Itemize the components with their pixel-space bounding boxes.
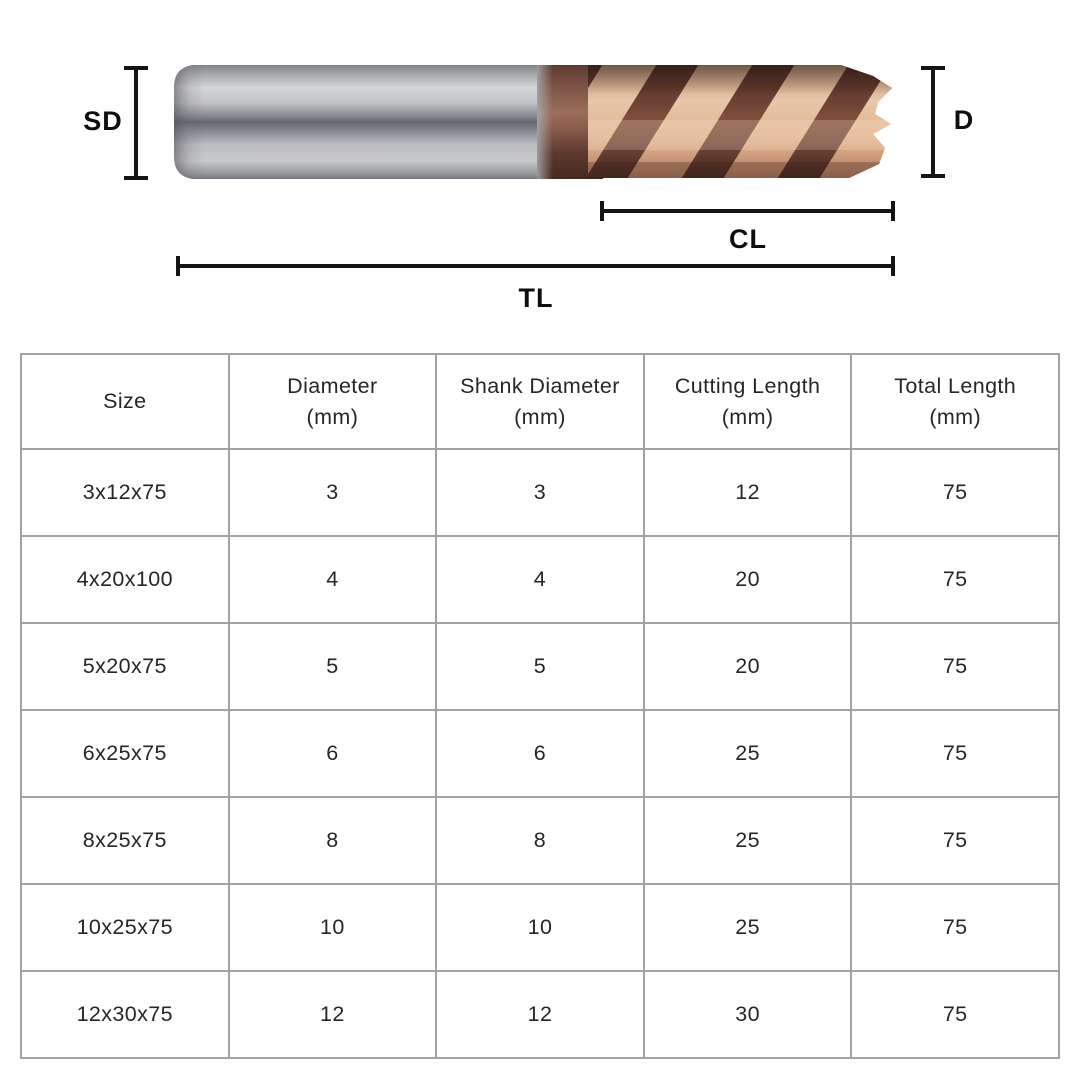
shank-diameter-label: SD bbox=[83, 106, 123, 136]
table-cell: 75 bbox=[851, 623, 1059, 710]
table-cell: 75 bbox=[851, 797, 1059, 884]
table-cell: 12 bbox=[436, 971, 644, 1058]
table-body bbox=[21, 449, 1059, 1058]
diameter-dimension-line bbox=[931, 66, 935, 178]
table-cell: 20 bbox=[644, 536, 852, 623]
table-cell: 3x12x75 bbox=[21, 449, 229, 536]
table-cell: 75 bbox=[851, 536, 1059, 623]
table-cell: 8 bbox=[436, 797, 644, 884]
table-cell: 4 bbox=[229, 536, 437, 623]
dimension-tick bbox=[891, 256, 895, 276]
cutting-length-dimension-line bbox=[600, 209, 895, 213]
table-cell: 5 bbox=[229, 623, 437, 710]
header-row bbox=[21, 354, 1059, 449]
column-header: Size bbox=[21, 354, 229, 449]
table-cell: 12 bbox=[644, 449, 852, 536]
column-header: Diameter (mm) bbox=[229, 354, 437, 449]
table-cell: 6x25x75 bbox=[21, 710, 229, 797]
table-cell: 25 bbox=[644, 797, 852, 884]
table-cell: 20 bbox=[644, 623, 852, 710]
table-row bbox=[21, 536, 1059, 623]
endmill-shank bbox=[174, 65, 539, 179]
column-header: Total Length (mm) bbox=[851, 354, 1059, 449]
dimension-tick bbox=[600, 201, 604, 221]
table-cell: 8 bbox=[229, 797, 437, 884]
dimension-tick bbox=[921, 66, 945, 70]
table-cell: 4x20x100 bbox=[21, 536, 229, 623]
table-cell: 3 bbox=[229, 449, 437, 536]
table-cell: 75 bbox=[851, 884, 1059, 971]
total-length-dimension-line bbox=[176, 264, 895, 268]
table-cell: 12 bbox=[229, 971, 437, 1058]
table-row bbox=[21, 449, 1059, 536]
table-cell: 12x30x75 bbox=[21, 971, 229, 1058]
table-cell: 4 bbox=[436, 536, 644, 623]
shank-diameter-dimension-line bbox=[134, 66, 138, 180]
table-cell: 75 bbox=[851, 710, 1059, 797]
size-table bbox=[20, 353, 1060, 1059]
total-length-label: TL bbox=[518, 283, 554, 313]
table-row bbox=[21, 710, 1059, 797]
column-header: Cutting Length (mm) bbox=[644, 354, 852, 449]
table-row bbox=[21, 884, 1059, 971]
table-row bbox=[21, 623, 1059, 710]
table-row bbox=[21, 797, 1059, 884]
column-header: Shank Diameter (mm) bbox=[436, 354, 644, 449]
dimension-tick bbox=[176, 256, 180, 276]
table-cell: 10x25x75 bbox=[21, 884, 229, 971]
endmill-shank-end-shading bbox=[174, 65, 205, 179]
dimension-tick bbox=[124, 66, 148, 70]
table-cell: 6 bbox=[436, 710, 644, 797]
table-cell: 30 bbox=[644, 971, 852, 1058]
endmill-illustration bbox=[173, 64, 895, 180]
dimension-tick bbox=[124, 176, 148, 180]
table-cell: 5x20x75 bbox=[21, 623, 229, 710]
table-row bbox=[21, 971, 1059, 1058]
table-cell: 75 bbox=[851, 971, 1059, 1058]
table-cell: 25 bbox=[644, 884, 852, 971]
table-header bbox=[21, 354, 1059, 449]
table-cell: 10 bbox=[229, 884, 437, 971]
cutting-length-label: CL bbox=[729, 224, 767, 254]
dimension-tick bbox=[921, 174, 945, 178]
table-cell: 10 bbox=[436, 884, 644, 971]
dimension-tick bbox=[891, 201, 895, 221]
diameter-label: D bbox=[953, 105, 975, 135]
table-cell: 25 bbox=[644, 710, 852, 797]
table-cell: 75 bbox=[851, 449, 1059, 536]
table-cell: 8x25x75 bbox=[21, 797, 229, 884]
table-cell: 3 bbox=[436, 449, 644, 536]
table-cell: 5 bbox=[436, 623, 644, 710]
table-cell: 6 bbox=[229, 710, 437, 797]
